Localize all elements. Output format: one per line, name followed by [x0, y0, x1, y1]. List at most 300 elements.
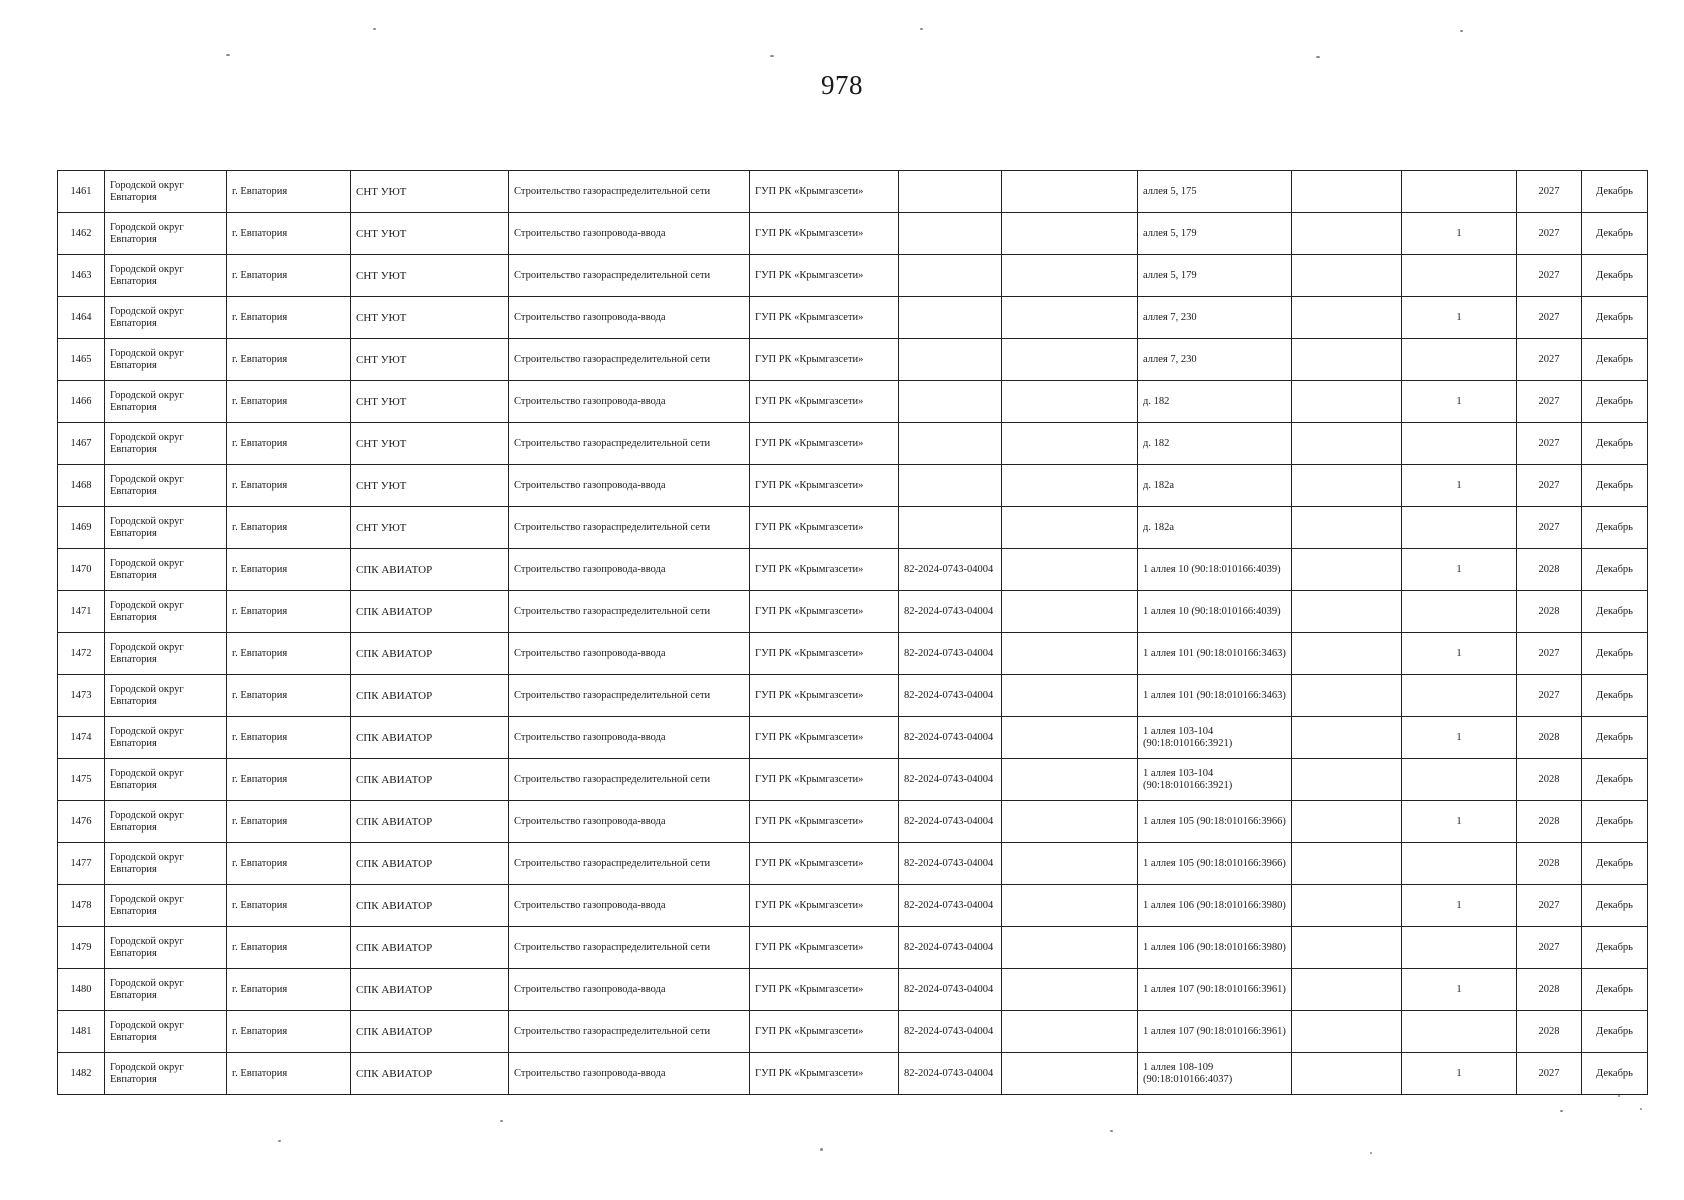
operator-cell: ГУП РК «Крымгазсети» [750, 675, 899, 717]
empty-cell [1002, 1053, 1138, 1095]
month-cell: Декабрь [1582, 675, 1648, 717]
month-cell: Декабрь [1582, 633, 1648, 675]
row-number-cell: 1479 [58, 927, 105, 969]
address-cell: д. 182 [1138, 423, 1292, 465]
empty-cell [1292, 633, 1402, 675]
address-cell: аллея 5, 179 [1138, 255, 1292, 297]
table-row [58, 843, 1648, 885]
address-cell: д. 182 [1138, 381, 1292, 423]
organization-cell: СНТ УЮТ [351, 381, 509, 423]
address-cell: 1 аллея 101 (90:18:010166:3463) [1138, 675, 1292, 717]
empty-cell [1002, 339, 1138, 381]
district-cell: Городской округ Евпатория [105, 759, 227, 801]
address-cell: 1 аллея 10 (90:18:010166:4039) [1138, 549, 1292, 591]
project-code-cell [899, 213, 1002, 255]
month-cell: Декабрь [1582, 927, 1648, 969]
year-cell: 2028 [1517, 549, 1582, 591]
table-row [58, 465, 1648, 507]
empty-cell [1002, 423, 1138, 465]
year-cell: 2028 [1517, 801, 1582, 843]
empty-cell [1002, 927, 1138, 969]
empty-cell [1002, 1011, 1138, 1053]
month-cell: Декабрь [1582, 465, 1648, 507]
district-cell: Городской округ Евпатория [105, 255, 227, 297]
organization-cell: СПК АВИАТОР [351, 591, 509, 633]
locality-cell: г. Евпатория [227, 465, 351, 507]
organization-cell: СНТ УЮТ [351, 423, 509, 465]
table-row [58, 885, 1648, 927]
work-type-cell: Строительство газопровода-ввода [509, 213, 750, 255]
month-cell: Декабрь [1582, 171, 1648, 213]
row-number-cell: 1467 [58, 423, 105, 465]
project-code-cell [899, 297, 1002, 339]
work-type-cell: Строительство газораспределительной сети [509, 171, 750, 213]
address-cell: аллея 7, 230 [1138, 339, 1292, 381]
operator-cell: ГУП РК «Крымгазсети» [750, 381, 899, 423]
district-cell: Городской округ Евпатория [105, 549, 227, 591]
project-code-cell: 82-2024-0743-04004 [899, 1011, 1002, 1053]
work-type-cell: Строительство газораспределительной сети [509, 927, 750, 969]
district-cell: Городской округ Евпатория [105, 213, 227, 255]
address-cell: 1 аллея 101 (90:18:010166:3463) [1138, 633, 1292, 675]
district-cell: Городской округ Евпатория [105, 969, 227, 1011]
month-cell: Декабрь [1582, 717, 1648, 759]
work-type-cell: Строительство газораспределительной сети [509, 423, 750, 465]
operator-cell: ГУП РК «Крымгазсети» [750, 549, 899, 591]
district-cell: Городской округ Евпатория [105, 297, 227, 339]
table-row [58, 255, 1648, 297]
table-row [58, 801, 1648, 843]
operator-cell: ГУП РК «Крымгазсети» [750, 297, 899, 339]
organization-cell: СПК АВИАТОР [351, 759, 509, 801]
row-number-cell: 1475 [58, 759, 105, 801]
scan-speck [770, 55, 774, 57]
row-number-cell: 1466 [58, 381, 105, 423]
month-cell: Декабрь [1582, 255, 1648, 297]
operator-cell: ГУП РК «Крымгазсети» [750, 591, 899, 633]
table-row [58, 675, 1648, 717]
page-number: 978 [821, 70, 863, 100]
empty-cell [1002, 717, 1138, 759]
count-cell: 1 [1402, 801, 1517, 843]
work-type-cell: Строительство газораспределительной сети [509, 507, 750, 549]
organization-cell: СНТ УЮТ [351, 213, 509, 255]
empty-cell [1292, 801, 1402, 843]
empty-cell [1292, 927, 1402, 969]
scan-speck [920, 28, 923, 30]
work-type-cell: Строительство газопровода-ввода [509, 549, 750, 591]
empty-cell [1292, 1053, 1402, 1095]
row-number-cell: 1461 [58, 171, 105, 213]
operator-cell: ГУП РК «Крымгазсети» [750, 969, 899, 1011]
operator-cell: ГУП РК «Крымгазсети» [750, 339, 899, 381]
scan-speck [373, 28, 376, 30]
locality-cell: г. Евпатория [227, 927, 351, 969]
locality-cell: г. Евпатория [227, 591, 351, 633]
operator-cell: ГУП РК «Крымгазсети» [750, 465, 899, 507]
work-type-cell: Строительство газопровода-ввода [509, 381, 750, 423]
locality-cell: г. Евпатория [227, 633, 351, 675]
address-cell: д. 182а [1138, 465, 1292, 507]
project-code-cell: 82-2024-0743-04004 [899, 1053, 1002, 1095]
year-cell: 2027 [1517, 465, 1582, 507]
table-row [58, 717, 1648, 759]
month-cell: Декабрь [1582, 549, 1648, 591]
organization-cell: СПК АВИАТОР [351, 675, 509, 717]
address-cell: 1 аллея 103-104 (90:18:010166:3921) [1138, 717, 1292, 759]
scan-speck [278, 1140, 281, 1142]
organization-cell: СПК АВИАТОР [351, 843, 509, 885]
month-cell: Декабрь [1582, 969, 1648, 1011]
year-cell: 2027 [1517, 381, 1582, 423]
organization-cell: СПК АВИАТОР [351, 927, 509, 969]
work-type-cell: Строительство газораспределительной сети [509, 759, 750, 801]
locality-cell: г. Евпатория [227, 255, 351, 297]
operator-cell: ГУП РК «Крымгазсети» [750, 1011, 899, 1053]
year-cell: 2027 [1517, 213, 1582, 255]
empty-cell [1292, 969, 1402, 1011]
operator-cell: ГУП РК «Крымгазсети» [750, 801, 899, 843]
organization-cell: СНТ УЮТ [351, 507, 509, 549]
district-cell: Городской округ Евпатория [105, 675, 227, 717]
row-number-cell: 1468 [58, 465, 105, 507]
year-cell: 2027 [1517, 927, 1582, 969]
table-body [58, 171, 1648, 1095]
work-type-cell: Строительство газораспределительной сети [509, 1011, 750, 1053]
work-type-cell: Строительство газопровода-ввода [509, 633, 750, 675]
organization-cell: СНТ УЮТ [351, 297, 509, 339]
locality-cell: г. Евпатория [227, 423, 351, 465]
row-number-cell: 1476 [58, 801, 105, 843]
table-row [58, 213, 1648, 255]
empty-cell [1002, 801, 1138, 843]
empty-cell [1002, 633, 1138, 675]
operator-cell: ГУП РК «Крымгазсети» [750, 1053, 899, 1095]
organization-cell: СПК АВИАТОР [351, 801, 509, 843]
empty-cell [1292, 381, 1402, 423]
scan-speck [500, 1120, 503, 1122]
district-cell: Городской округ Евпатория [105, 717, 227, 759]
locality-cell: г. Евпатория [227, 843, 351, 885]
gas-works-table [57, 170, 1648, 1095]
empty-cell [1002, 591, 1138, 633]
month-cell: Декабрь [1582, 381, 1648, 423]
address-cell: 1 аллея 10 (90:18:010166:4039) [1138, 591, 1292, 633]
empty-cell [1292, 1011, 1402, 1053]
work-type-cell: Строительство газопровода-ввода [509, 717, 750, 759]
table-row [58, 423, 1648, 465]
month-cell: Декабрь [1582, 339, 1648, 381]
organization-cell: СПК АВИАТОР [351, 1053, 509, 1095]
empty-cell [1292, 171, 1402, 213]
year-cell: 2027 [1517, 885, 1582, 927]
work-type-cell: Строительство газопровода-ввода [509, 465, 750, 507]
address-cell: аллея 5, 179 [1138, 213, 1292, 255]
empty-cell [1002, 843, 1138, 885]
count-cell: 1 [1402, 1053, 1517, 1095]
district-cell: Городской округ Евпатория [105, 591, 227, 633]
address-cell: 1 аллея 107 (90:18:010166:3961) [1138, 969, 1292, 1011]
table-row [58, 927, 1648, 969]
empty-cell [1002, 675, 1138, 717]
table-row [58, 633, 1648, 675]
empty-cell [1002, 297, 1138, 339]
work-type-cell: Строительство газопровода-ввода [509, 297, 750, 339]
project-code-cell [899, 381, 1002, 423]
year-cell: 2027 [1517, 633, 1582, 675]
scan-speck [1460, 30, 1463, 32]
operator-cell: ГУП РК «Крымгазсети» [750, 423, 899, 465]
scan-speck [1618, 1095, 1620, 1097]
project-code-cell: 82-2024-0743-04004 [899, 885, 1002, 927]
empty-cell [1002, 255, 1138, 297]
count-cell: 1 [1402, 381, 1517, 423]
empty-cell [1002, 381, 1138, 423]
operator-cell: ГУП РК «Крымгазсети» [750, 255, 899, 297]
scan-speck [1560, 1110, 1563, 1112]
organization-cell: СПК АВИАТОР [351, 717, 509, 759]
project-code-cell [899, 465, 1002, 507]
table-row [58, 297, 1648, 339]
locality-cell: г. Евпатория [227, 885, 351, 927]
table-row [58, 171, 1648, 213]
row-number-cell: 1473 [58, 675, 105, 717]
project-code-cell [899, 339, 1002, 381]
year-cell: 2027 [1517, 171, 1582, 213]
project-code-cell: 82-2024-0743-04004 [899, 549, 1002, 591]
month-cell: Декабрь [1582, 1011, 1648, 1053]
empty-cell [1292, 549, 1402, 591]
empty-cell [1292, 591, 1402, 633]
operator-cell: ГУП РК «Крымгазсети» [750, 885, 899, 927]
organization-cell: СНТ УЮТ [351, 339, 509, 381]
work-type-cell: Строительство газораспределительной сети [509, 255, 750, 297]
row-number-cell: 1474 [58, 717, 105, 759]
scan-speck [1316, 56, 1320, 58]
project-code-cell: 82-2024-0743-04004 [899, 927, 1002, 969]
operator-cell: ГУП РК «Крымгазсети» [750, 927, 899, 969]
locality-cell: г. Евпатория [227, 213, 351, 255]
table-row [58, 1011, 1648, 1053]
empty-cell [1292, 255, 1402, 297]
year-cell: 2028 [1517, 1011, 1582, 1053]
operator-cell: ГУП РК «Крымгазсети» [750, 843, 899, 885]
month-cell: Декабрь [1582, 843, 1648, 885]
project-code-cell [899, 255, 1002, 297]
locality-cell: г. Евпатория [227, 1053, 351, 1095]
row-number-cell: 1462 [58, 213, 105, 255]
empty-cell [1292, 423, 1402, 465]
empty-cell [1292, 465, 1402, 507]
organization-cell: СПК АВИАТОР [351, 969, 509, 1011]
empty-cell [1002, 213, 1138, 255]
table-row [58, 381, 1648, 423]
organization-cell: СНТ УЮТ [351, 171, 509, 213]
operator-cell: ГУП РК «Крымгазсети» [750, 633, 899, 675]
scan-speck [226, 54, 230, 56]
empty-cell [1292, 297, 1402, 339]
table-row [58, 969, 1648, 1011]
address-cell: 1 аллея 106 (90:18:010166:3980) [1138, 885, 1292, 927]
locality-cell: г. Евпатория [227, 171, 351, 213]
count-cell: 1 [1402, 465, 1517, 507]
organization-cell: СНТ УЮТ [351, 465, 509, 507]
district-cell: Городской округ Евпатория [105, 339, 227, 381]
project-code-cell: 82-2024-0743-04004 [899, 843, 1002, 885]
count-cell [1402, 255, 1517, 297]
project-code-cell: 82-2024-0743-04004 [899, 759, 1002, 801]
district-cell: Городской округ Евпатория [105, 801, 227, 843]
count-cell [1402, 759, 1517, 801]
table-row [58, 549, 1648, 591]
locality-cell: г. Евпатория [227, 759, 351, 801]
row-number-cell: 1469 [58, 507, 105, 549]
count-cell: 1 [1402, 969, 1517, 1011]
month-cell: Декабрь [1582, 507, 1648, 549]
year-cell: 2028 [1517, 717, 1582, 759]
month-cell: Декабрь [1582, 885, 1648, 927]
project-code-cell: 82-2024-0743-04004 [899, 633, 1002, 675]
count-cell [1402, 1011, 1517, 1053]
locality-cell: г. Евпатория [227, 717, 351, 759]
locality-cell: г. Евпатория [227, 969, 351, 1011]
address-cell: 1 аллея 106 (90:18:010166:3980) [1138, 927, 1292, 969]
count-cell: 1 [1402, 213, 1517, 255]
row-number-cell: 1470 [58, 549, 105, 591]
project-code-cell [899, 423, 1002, 465]
district-cell: Городской округ Евпатория [105, 927, 227, 969]
empty-cell [1292, 213, 1402, 255]
project-code-cell [899, 507, 1002, 549]
district-cell: Городской округ Евпатория [105, 1011, 227, 1053]
month-cell: Декабрь [1582, 297, 1648, 339]
work-type-cell: Строительство газопровода-ввода [509, 885, 750, 927]
count-cell [1402, 507, 1517, 549]
year-cell: 2028 [1517, 843, 1582, 885]
organization-cell: СПК АВИАТОР [351, 633, 509, 675]
locality-cell: г. Евпатория [227, 339, 351, 381]
count-cell: 1 [1402, 549, 1517, 591]
address-cell: 1 аллея 103-104 (90:18:010166:3921) [1138, 759, 1292, 801]
count-cell [1402, 423, 1517, 465]
empty-cell [1002, 171, 1138, 213]
empty-cell [1292, 885, 1402, 927]
locality-cell: г. Евпатория [227, 675, 351, 717]
row-number-cell: 1463 [58, 255, 105, 297]
project-code-cell [899, 171, 1002, 213]
year-cell: 2027 [1517, 255, 1582, 297]
work-type-cell: Строительство газораспределительной сети [509, 843, 750, 885]
district-cell: Городской округ Евпатория [105, 507, 227, 549]
count-cell [1402, 927, 1517, 969]
work-type-cell: Строительство газораспределительной сети [509, 675, 750, 717]
organization-cell: СНТ УЮТ [351, 255, 509, 297]
count-cell [1402, 591, 1517, 633]
empty-cell [1292, 759, 1402, 801]
project-code-cell: 82-2024-0743-04004 [899, 801, 1002, 843]
year-cell: 2028 [1517, 969, 1582, 1011]
empty-cell [1002, 885, 1138, 927]
district-cell: Городской округ Евпатория [105, 465, 227, 507]
district-cell: Городской округ Евпатория [105, 423, 227, 465]
count-cell [1402, 339, 1517, 381]
address-cell: 1 аллея 105 (90:18:010166:3966) [1138, 843, 1292, 885]
district-cell: Городской округ Евпатория [105, 885, 227, 927]
row-number-cell: 1477 [58, 843, 105, 885]
row-number-cell: 1481 [58, 1011, 105, 1053]
address-cell: аллея 5, 175 [1138, 171, 1292, 213]
organization-cell: СПК АВИАТОР [351, 885, 509, 927]
empty-cell [1002, 969, 1138, 1011]
district-cell: Городской округ Евпатория [105, 171, 227, 213]
count-cell [1402, 675, 1517, 717]
count-cell [1402, 171, 1517, 213]
table-row [58, 339, 1648, 381]
month-cell: Декабрь [1582, 759, 1648, 801]
work-type-cell: Строительство газопровода-ввода [509, 1053, 750, 1095]
work-type-cell: Строительство газопровода-ввода [509, 801, 750, 843]
row-number-cell: 1465 [58, 339, 105, 381]
count-cell: 1 [1402, 633, 1517, 675]
empty-cell [1002, 465, 1138, 507]
month-cell: Декабрь [1582, 1053, 1648, 1095]
empty-cell [1292, 717, 1402, 759]
year-cell: 2027 [1517, 297, 1582, 339]
address-cell: 1 аллея 107 (90:18:010166:3961) [1138, 1011, 1292, 1053]
district-cell: Городской округ Евпатория [105, 1053, 227, 1095]
operator-cell: ГУП РК «Крымгазсети» [750, 507, 899, 549]
scan-speck [1370, 1152, 1372, 1154]
project-code-cell: 82-2024-0743-04004 [899, 675, 1002, 717]
table-row [58, 759, 1648, 801]
year-cell: 2027 [1517, 675, 1582, 717]
empty-cell [1292, 339, 1402, 381]
table-row [58, 1053, 1648, 1095]
operator-cell: ГУП РК «Крымгазсети» [750, 213, 899, 255]
empty-cell [1292, 675, 1402, 717]
row-number-cell: 1480 [58, 969, 105, 1011]
district-cell: Городской округ Евпатория [105, 633, 227, 675]
locality-cell: г. Евпатория [227, 549, 351, 591]
empty-cell [1002, 759, 1138, 801]
count-cell: 1 [1402, 297, 1517, 339]
table-row [58, 507, 1648, 549]
row-number-cell: 1478 [58, 885, 105, 927]
month-cell: Декабрь [1582, 213, 1648, 255]
locality-cell: г. Евпатория [227, 381, 351, 423]
row-number-cell: 1464 [58, 297, 105, 339]
scan-speck [1110, 1130, 1113, 1132]
year-cell: 2028 [1517, 591, 1582, 633]
locality-cell: г. Евпатория [227, 1011, 351, 1053]
district-cell: Городской округ Евпатория [105, 381, 227, 423]
count-cell: 1 [1402, 717, 1517, 759]
empty-cell [1292, 507, 1402, 549]
table-row [58, 591, 1648, 633]
operator-cell: ГУП РК «Крымгазсети» [750, 759, 899, 801]
locality-cell: г. Евпатория [227, 297, 351, 339]
year-cell: 2028 [1517, 759, 1582, 801]
project-code-cell: 82-2024-0743-04004 [899, 717, 1002, 759]
year-cell: 2027 [1517, 339, 1582, 381]
address-cell: 1 аллея 105 (90:18:010166:3966) [1138, 801, 1292, 843]
year-cell: 2027 [1517, 507, 1582, 549]
operator-cell: ГУП РК «Крымгазсети» [750, 171, 899, 213]
organization-cell: СПК АВИАТОР [351, 1011, 509, 1053]
count-cell [1402, 843, 1517, 885]
month-cell: Декабрь [1582, 423, 1648, 465]
locality-cell: г. Евпатория [227, 507, 351, 549]
